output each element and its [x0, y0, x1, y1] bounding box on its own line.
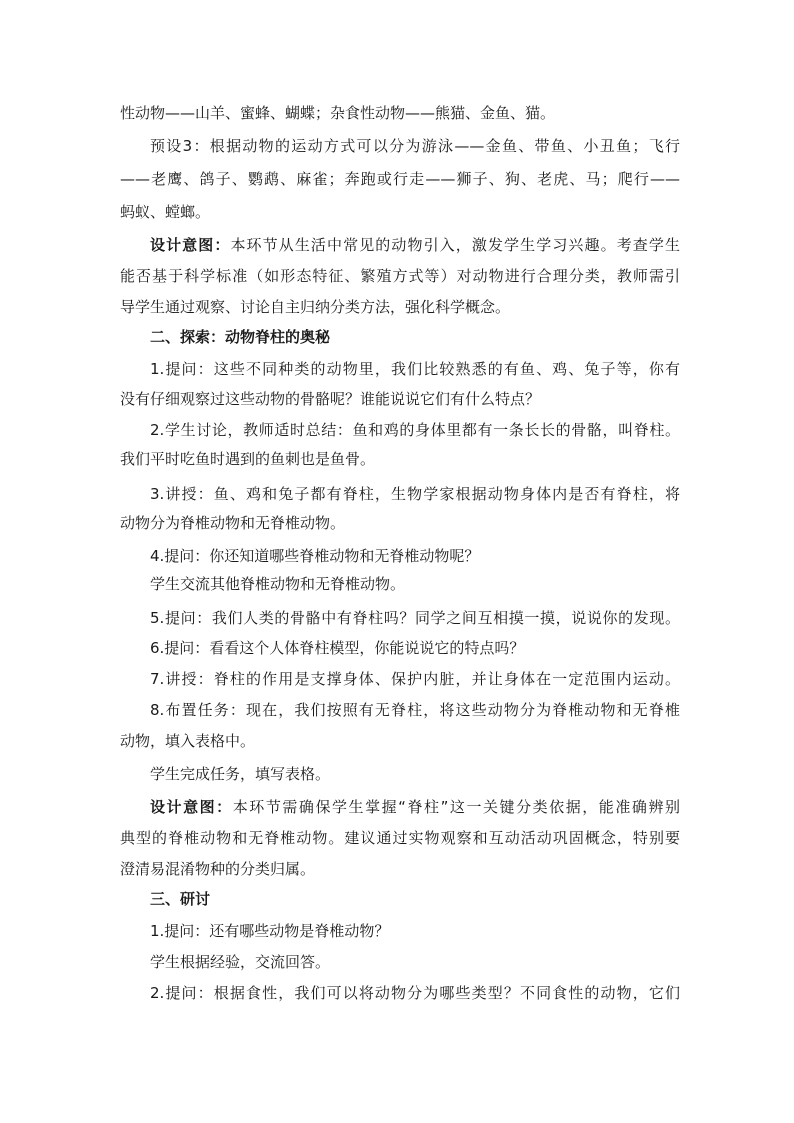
paragraph-line: 1.提问：还有哪些动物是脊椎动物？	[150, 922, 390, 940]
paragraph-line: 2.提问：根据食性，我们可以将动物分为哪些类型？不同食性的动物，它们	[150, 984, 680, 1002]
paragraph-line: 预设3：根据动物的运动方式可以分为游泳——金鱼、带鱼、小丑鱼；飞行	[150, 137, 680, 155]
design-intent-label: 设计意图：	[150, 236, 231, 254]
paragraph-line: 动物，填入表格中。	[120, 732, 256, 750]
paragraph-text: 本环节从生活中常见的动物引入，激发学生学习兴趣。考查学生	[230, 236, 680, 254]
design-intent-paragraph	[150, 235, 680, 255]
paragraph-line: 1.提问：这些不同种类的动物里，我们比较熟悉的有鱼、鸡、兔子等，你有	[150, 360, 680, 378]
paragraph-line: ——老鹰、鸽子、鹦鹉、麻雀；奔跑或行走——狮子、狗、老虎、马；爬行——	[120, 170, 680, 188]
paragraph-line: 动物分为脊椎动物和无脊椎动物。	[120, 514, 346, 532]
paragraph-line: 5.提问：我们人类的骨骼中有脊柱吗？同学之间互相摸一摸，说说你的发现。	[150, 609, 680, 627]
paragraph-line: 典型的脊椎动物和无脊椎动物。建议通过实物观察和互动活动巩固概念，特别要	[120, 829, 680, 847]
paragraph-line: 8.布置任务：现在，我们按照有无脊柱，将这些动物分为脊椎动物和无脊椎	[150, 701, 680, 719]
design-intent-paragraph	[150, 797, 680, 817]
section-heading: 三、研讨	[150, 890, 211, 908]
paragraph-line: 学生完成任务，填写表格。	[150, 765, 331, 783]
paragraph-line: 2.学生讨论，教师适时总结：鱼和鸡的身体里都有一条长长的骨骼，叫脊柱。	[150, 421, 680, 439]
paragraph-line: 蚂蚁、螳螂。	[120, 203, 211, 221]
paragraph-line: 导学生通过观察、讨论自主归纳分类方法，强化科学概念。	[120, 298, 511, 316]
paragraph-line: 能否基于科学标准（如形态特征、繁殖方式等）对动物进行合理分类，教师需引	[120, 267, 680, 285]
paragraph-line: 性动物——山羊、蜜蜂、蝴蝶；杂食性动物——熊猫、金鱼、猫。	[120, 104, 556, 122]
paragraph-line: 7.讲授：脊柱的作用是支撑身体、保护内脏，并让身体在一定范围内运动。	[150, 670, 680, 688]
paragraph-line: 我们平时吃鱼时遇到的鱼刺也是鱼骨。	[120, 450, 376, 468]
paragraph-line: 学生交流其他脊椎动物和无脊椎动物。	[150, 575, 406, 593]
paragraph-line: 4.提问：你还知道哪些脊椎动物和无脊椎动物呢？	[150, 547, 480, 565]
design-intent-label: 设计意图：	[150, 798, 233, 816]
paragraph-line: 6.提问：看看这个人体脊柱模型，你能说说它的特点吗？	[150, 639, 525, 657]
paragraph-line: 学生根据经验，交流回答。	[150, 953, 331, 971]
paragraph-line: 没有仔细观察过这些动物的骨骼呢？谁能说说它们有什么特点？	[120, 390, 541, 408]
section-heading: 二、探索：动物脊柱的奥秘	[150, 328, 331, 346]
paragraph-text: 本环节需确保学生掌握“脊柱”这一关键分类依据，能准确辨别	[232, 798, 680, 816]
paragraph-line: 澄清易混淆物种的分类归属。	[120, 860, 316, 878]
paragraph-line: 3.讲授：鱼、鸡和兔子都有脊柱，生物学家根据动物身体内是否有脊柱，将	[150, 485, 680, 503]
